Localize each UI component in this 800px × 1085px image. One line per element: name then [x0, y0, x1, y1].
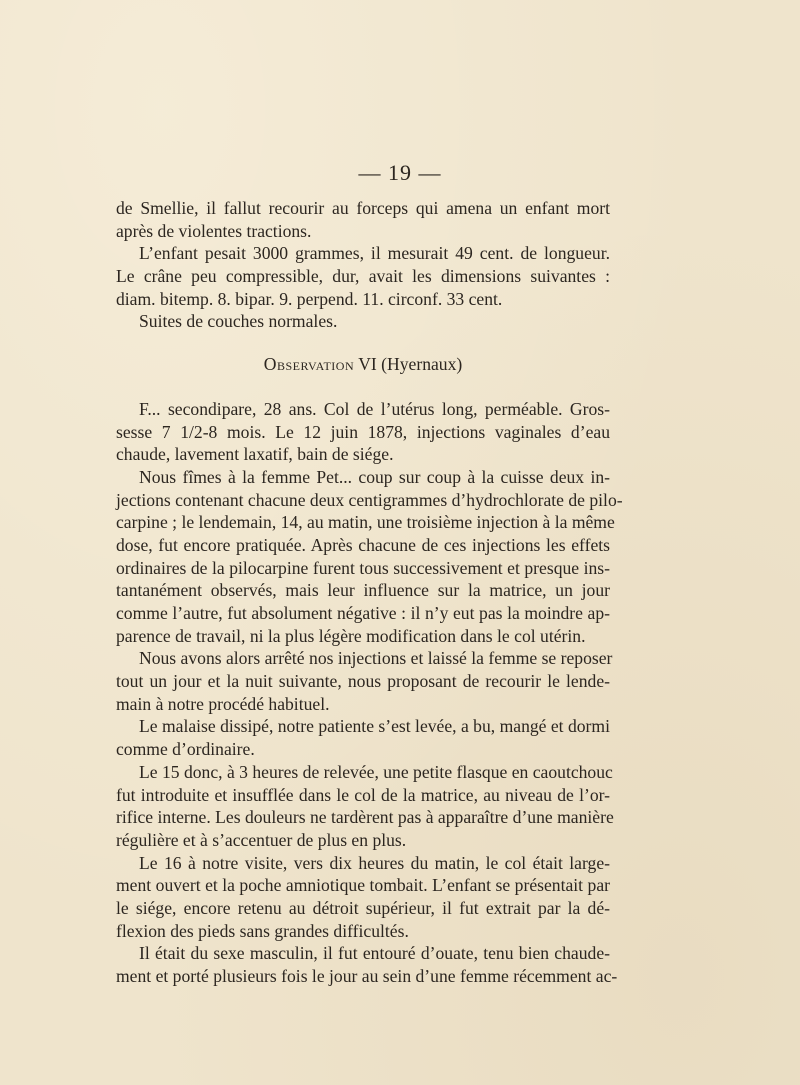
observation-number-author: VI (Hyernaux): [358, 354, 463, 375]
text-line: chaude, lavement laxatif, bain de siége.: [116, 444, 394, 465]
text-line: après de violentes tractions.: [116, 220, 312, 241]
text-line: tout un jour et la nuit suivante, nous proposant de recourir le lende-: [116, 671, 610, 692]
observation-label: Observation: [263, 354, 355, 375]
text-line: dose, fut encore pratiquée. Après chacune de ces injections les effets: [116, 534, 610, 555]
text-line: comme l’autre, fut absolument négative : il n’y eut pas la moindre ap-: [116, 603, 610, 623]
paragraph-sex: [116, 942, 618, 987]
text-line: Le 15 donc, à 3 heures de relevée, une petite flasque en caoutchouc: [139, 761, 613, 782]
text-line: Nous fîmes à la femme Pet... coup sur coup à la cuisse deux in-: [139, 466, 610, 487]
text-line: parence de travail, ni la plus légère modification dans le col utérin.: [116, 625, 586, 646]
text-line: ment ouvert et la poche amniotique tombait. L’enfant se présentait par: [116, 875, 610, 896]
text-line: Il était du sexe masculin, il fut entouré d’ouate, tenu bien chaude-: [139, 943, 610, 964]
text-line: L’enfant pesait 3000 grammes, il mesurait 49 cent. de longueur.: [139, 243, 610, 264]
paragraph-15: [116, 761, 614, 852]
text-line: de Smellie, il fallut recourir au forceps qui amena un enfant mort: [116, 198, 610, 218]
text-line: ment et porté plusieurs fois le jour au sein d’une femme récemment ac-: [116, 966, 618, 986]
text-line: comme d’ordinaire.: [116, 739, 255, 760]
paragraph-patient: [116, 398, 610, 466]
paragraph-malaise: [116, 715, 610, 760]
text-line: flexion des pieds sans grandes difficultés.: [116, 920, 409, 941]
text-line: main à notre procédé habituel.: [116, 693, 330, 714]
text-line: Le malaise dissipé, notre patiente s’est levée, a bu, mangé et dormi: [139, 716, 610, 737]
text-line: le siége, encore retenu au détroit supérieur, il fut extrait par la dé-: [116, 897, 610, 918]
text-line: Suites de couches normales.: [139, 311, 338, 332]
paragraph-intro: [116, 197, 610, 242]
text-line: diam. bitemp. 8. bipar. 9. perpend. 11. circonf. 33 cent.: [116, 288, 503, 309]
paragraph-injections: [116, 466, 623, 648]
text-line: F... secondipare, 28 ans. Col de l’utérus long, perméable. Gros-: [139, 398, 610, 419]
page-number: — 19 —: [358, 160, 442, 185]
paragraph-weight: [116, 242, 610, 310]
text-line: jections contenant chacune deux centigrammes d’hydrochlorate de pilo-: [116, 489, 623, 510]
paragraph-16: [116, 852, 610, 943]
paragraph-stop: [116, 647, 613, 715]
body-text: [116, 197, 623, 988]
paragraph-suites: [116, 310, 610, 333]
text-line: rifice interne. Les douleurs ne tardèrent pas à apparaître d’une manière: [116, 807, 614, 828]
text-line: régulière et à s’accentuer de plus en plus.: [116, 829, 407, 850]
text-line: Nous avons alors arrêté nos injections et laissé la femme se reposer: [139, 648, 613, 669]
text-line: sesse 7 1/2-8 mois. Le 12 juin 1878, injections vaginales d’eau: [116, 421, 610, 442]
text-line: Le crâne peu compressible, dur, avait les dimensions suivantes :: [116, 266, 610, 287]
text-line: carpine ; le lendemain, 14, au matin, une troisième injection à la même: [116, 512, 615, 533]
text-line: ordinaires de la pilocarpine furent tous successivement et presque ins-: [116, 557, 610, 578]
text-line: tantanément observés, mais leur influence sur la matrice, un jour: [116, 580, 610, 601]
text-line: fut introduite et insufflée dans le col de la matrice, au niveau de l’or-: [116, 784, 610, 805]
text-line: Le 16 à notre visite, vers dix heures du matin, le col était large-: [139, 852, 610, 873]
observation-heading: [116, 353, 610, 376]
